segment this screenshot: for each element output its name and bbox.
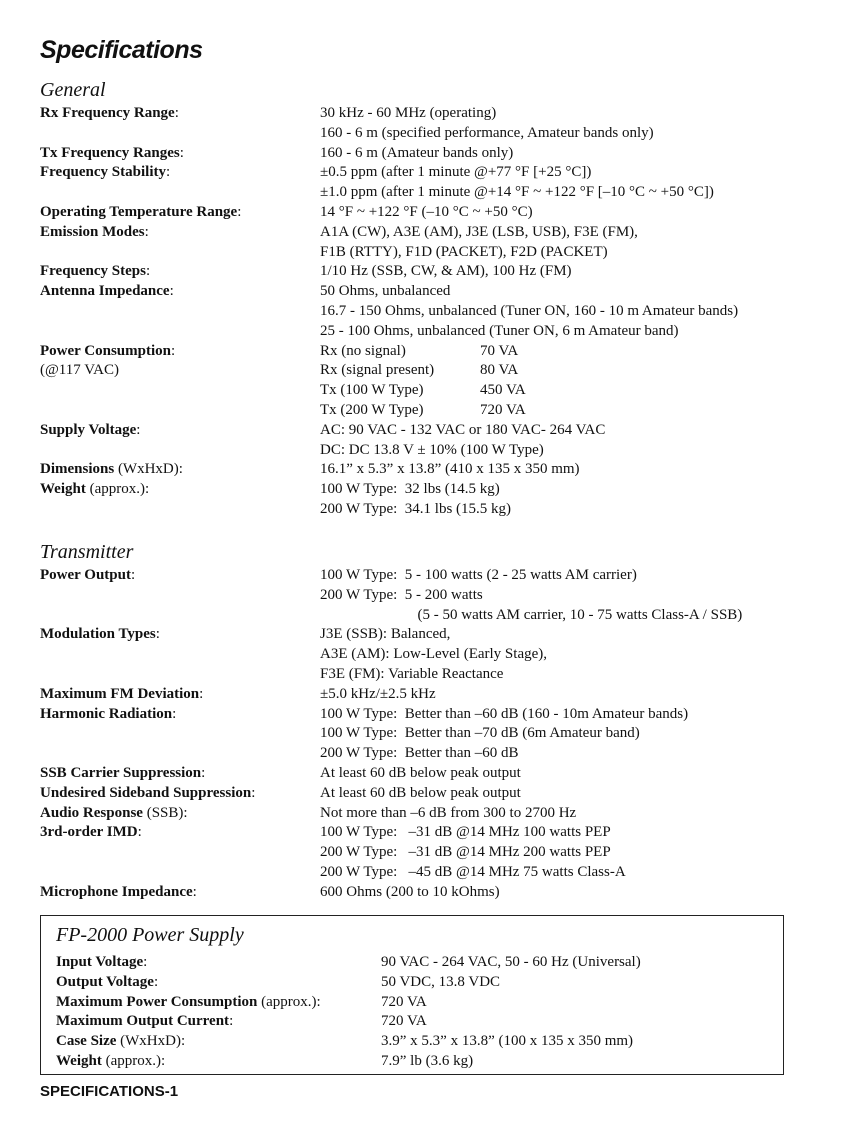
spec-value <box>320 104 840 144</box>
spec-label-name: Harmonic Radiation <box>40 705 173 722</box>
spec-value-line: 16.7 - 150 Ohms, unbalanced (Tuner ON, 160 - 10 m Amateur bands) <box>320 302 739 319</box>
spec-row <box>40 262 840 282</box>
spec-value <box>320 163 840 203</box>
spec-label-suffix: : <box>137 824 142 841</box>
spec-value-line: AC: 90 VAC - 132 VAC or 180 VAC- 264 VAC <box>320 421 606 438</box>
spec-label <box>40 883 320 903</box>
spec-value-line: Not more than –6 dB from 300 to 2700 Hz <box>320 804 577 821</box>
section-heading-general: General <box>40 79 106 101</box>
spec-value-line: ±1.0 ppm (after 1 minute @+14 °F ~ +122 °F [–10 °C ~ +50 °C]) <box>320 184 714 201</box>
spec-label-suffix: : <box>144 223 149 240</box>
spec-value-line: A1A (CW), A3E (AM), J3E (LSB, USB), F3E (FM), <box>320 223 638 240</box>
spec-label-suffix: : <box>145 263 151 280</box>
spec-value-line: 25 - 100 Ohms, unbalanced (Tuner ON, 6 m Amateur band) <box>320 322 679 339</box>
spec-value <box>381 953 776 973</box>
spec-value-line: At least 60 dB below peak output <box>320 784 521 801</box>
power-consumption-line <box>320 381 840 401</box>
spec-label-name: Frequency Steps <box>40 263 146 280</box>
spec-value <box>381 1012 776 1032</box>
spec-label <box>56 993 381 1013</box>
spec-label <box>40 163 320 203</box>
spec-row <box>40 163 840 203</box>
spec-label-suffix: (WxHxD): <box>116 1033 186 1050</box>
spec-row <box>56 993 776 1013</box>
spec-value-line: 160 - 6 m (specified performance, Amateur bands only) <box>320 124 654 141</box>
spec-label-name: Power Output <box>40 567 131 583</box>
spec-label-name: SSB Carrier Suppression <box>40 764 202 781</box>
spec-label-suffix: : <box>155 626 160 643</box>
spec-value-line: DC: DC 13.8 V ± 10% (100 W Type) <box>320 441 544 458</box>
spec-value-line: 100 W Type: Better than –60 dB (160 - 10m Amateur bands) <box>320 705 689 722</box>
spec-row <box>40 144 840 164</box>
general-spec-list <box>40 104 840 520</box>
spec-value <box>320 705 840 764</box>
spec-value-line: 720 VA <box>381 1013 427 1030</box>
spec-value-line: 200 W Type: 5 - 200 watts <box>320 586 483 603</box>
spec-row <box>40 883 840 903</box>
transmitter-rows <box>40 566 840 903</box>
spec-label <box>56 953 381 973</box>
spec-label-name: Dimensions <box>40 461 115 478</box>
spec-value-line: F1B (RTTY), F1D (PACKET), F2D (PACKET) <box>320 243 608 260</box>
spec-label-suffix: : <box>143 954 148 970</box>
spec-label-suffix: : <box>169 283 174 300</box>
spec-label-suffix: : <box>199 685 204 702</box>
section-heading-transmitter: Transmitter <box>40 541 134 563</box>
spec-row <box>40 784 840 804</box>
spec-label <box>40 705 320 764</box>
spec-value-line: 50 VDC, 13.8 VDC <box>381 973 501 990</box>
spec-value <box>320 262 840 282</box>
spec-label-name: Maximum Power Consumption <box>56 993 258 1010</box>
spec-value-line: 160 - 6 m (Amateur bands only) <box>320 144 514 161</box>
spec-value <box>320 144 840 164</box>
spec-label-name: Audio Response <box>40 804 143 821</box>
spec-label-suffix: : <box>153 973 159 990</box>
spec-value-line: ±0.5 ppm (after 1 minute @+77 °F [+25 °C]) <box>320 164 592 181</box>
spec-label <box>40 223 320 263</box>
spec-label-suffix: : <box>201 764 206 781</box>
spec-sublabel: (@117 VAC) <box>40 362 119 379</box>
spec-label-suffix: : <box>237 203 242 220</box>
spec-value-line: 200 W Type: 34.1 lbs (15.5 kg) <box>320 500 512 517</box>
power-mode: Tx (200 W Type) <box>320 401 424 418</box>
spec-row <box>40 823 840 882</box>
spec-label-name: Input Voltage <box>56 954 144 970</box>
spec-row <box>56 1032 776 1052</box>
spec-value <box>381 973 776 993</box>
spec-label-suffix: (approx.): <box>85 481 150 498</box>
spec-value <box>320 784 840 804</box>
spec-value-line: (5 - 50 watts AM carrier, 10 - 75 watts Class-A / SSB) <box>320 606 743 623</box>
spec-label <box>40 421 320 461</box>
spec-label <box>40 480 320 520</box>
spec-label-name: Maximum FM Deviation <box>40 685 200 702</box>
spec-label-suffix: : <box>251 784 256 801</box>
spec-label-suffix: : <box>136 421 141 438</box>
spec-label-name: Case Size <box>56 1033 117 1050</box>
power-consumption-line <box>320 401 840 421</box>
spec-label-name: Weight <box>56 1052 102 1069</box>
spec-value-line: A3E (AM): Low-Level (Early Stage), <box>320 646 548 663</box>
spec-value-line: 14 °F ~ +122 °F (–10 °C ~ +50 °C) <box>320 203 533 220</box>
spec-label-name: Power Consumption <box>40 342 171 359</box>
spec-label <box>40 685 320 705</box>
transmitter-spec-list <box>40 566 840 903</box>
spec-value-line: 16.1” x 5.3” x 13.8” (410 x 135 x 350 mm) <box>320 461 580 478</box>
spec-value-line: 200 W Type: Better than –60 dB <box>320 745 519 762</box>
spec-label <box>56 1012 381 1032</box>
spec-label <box>40 784 320 804</box>
power-value: 80 VA <box>480 362 519 379</box>
spec-label <box>40 203 320 223</box>
spec-label-suffix: : <box>179 144 184 161</box>
spec-row <box>56 953 776 973</box>
spec-row <box>56 973 776 993</box>
spec-value-line: 3.9” x 5.3” x 13.8” (100 x 135 x 350 mm) <box>381 1033 634 1050</box>
power-consumption-line <box>320 342 840 362</box>
spec-label-name: Weight <box>40 481 86 498</box>
power-supply-spec-list <box>56 953 776 1072</box>
spec-label-name: Output Voltage <box>56 973 154 990</box>
spec-value <box>320 342 840 421</box>
spec-label <box>40 566 320 625</box>
section-heading-power-supply: FP-2000 Power Supply <box>56 924 244 946</box>
spec-value-line: J3E (SSB): Balanced, <box>320 626 451 643</box>
spec-row <box>40 460 840 480</box>
spec-label-name: 3rd-order IMD <box>40 824 138 841</box>
spec-value-line: At least 60 dB below peak output <box>320 764 521 781</box>
spec-label <box>40 144 320 164</box>
spec-row <box>40 223 840 263</box>
spec-label-name: Tx Frequency Ranges <box>40 144 180 161</box>
spec-label-name: Undesired Sideband Suppression <box>40 784 252 801</box>
spec-label <box>56 973 381 993</box>
spec-value <box>320 625 840 684</box>
power-supply-rows <box>56 953 776 1072</box>
spec-label-suffix: : <box>174 105 179 121</box>
spec-label <box>40 764 320 784</box>
spec-label <box>40 342 320 421</box>
power-value: 70 VA <box>480 342 519 359</box>
spec-label <box>40 262 320 282</box>
spec-label-name: Frequency Stability <box>40 164 166 181</box>
spec-label-suffix: : <box>172 705 177 722</box>
spec-value <box>320 480 840 520</box>
spec-label-name: Supply Voltage <box>40 421 137 438</box>
spec-value <box>320 685 840 705</box>
spec-label-suffix: : <box>165 164 171 181</box>
spec-value <box>381 1052 776 1072</box>
spec-row <box>40 480 840 520</box>
spec-row-power-consumption <box>40 342 840 421</box>
spec-value-line: 600 Ohms (200 to 10 kOhms) <box>320 883 500 900</box>
spec-label <box>40 282 320 341</box>
spec-value-line: 90 VAC - 264 VAC, 50 - 60 Hz (Universal) <box>381 954 641 970</box>
power-mode: Tx (100 W Type) <box>320 382 424 399</box>
spec-value <box>381 993 776 1013</box>
spec-label-suffix: : <box>130 567 136 583</box>
spec-label <box>40 625 320 684</box>
spec-value-line: F3E (FM): Variable Reactance <box>320 665 504 682</box>
spec-value-line: 100 W Type: Better than –70 dB (6m Amateur band) <box>320 725 640 742</box>
spec-row <box>40 104 840 144</box>
spec-value-line: 720 VA <box>381 993 427 1010</box>
spec-label-name: Modulation Types <box>40 626 156 643</box>
spec-value-line: 100 W Type: 32 lbs (14.5 kg) <box>320 481 500 498</box>
power-consumption-line <box>320 361 840 381</box>
spec-row <box>40 764 840 784</box>
spec-row <box>40 282 840 341</box>
spec-label-suffix: : <box>171 342 176 359</box>
spec-label <box>56 1032 381 1052</box>
spec-value-line: ±5.0 kHz/±2.5 kHz <box>320 685 436 702</box>
spec-label-suffix: (approx.): <box>101 1052 166 1069</box>
spec-label-suffix: : <box>192 883 197 900</box>
spec-row <box>40 804 840 824</box>
spec-row <box>40 625 840 684</box>
spec-label-name: Antenna Impedance <box>40 283 170 300</box>
spec-value <box>320 804 840 824</box>
spec-label-suffix: (SSB): <box>142 804 188 821</box>
spec-label <box>40 804 320 824</box>
spec-value <box>320 203 840 223</box>
spec-value <box>320 460 840 480</box>
spec-label-name: Microphone Impedance <box>40 883 193 900</box>
spec-label-name: Rx Frequency Range <box>40 105 175 121</box>
spec-row <box>40 566 840 625</box>
power-mode: Rx (no signal) <box>320 342 406 359</box>
power-value: 450 VA <box>480 382 526 399</box>
spec-row <box>40 685 840 705</box>
spec-value-line: 7.9” lb (3.6 kg) <box>381 1052 474 1069</box>
spec-value <box>381 1032 776 1052</box>
power-supply-box <box>40 915 784 1075</box>
power-value: 720 VA <box>480 401 526 418</box>
page-title: Specifications <box>40 36 203 64</box>
spec-row <box>40 705 840 764</box>
general-rows <box>40 104 840 342</box>
spec-label <box>56 1052 381 1072</box>
spec-row <box>40 421 840 461</box>
spec-label <box>40 104 320 144</box>
spec-label-name: Operating Temperature Range <box>40 203 238 220</box>
general-rows-2 <box>40 421 840 520</box>
spec-value-line: 100 W Type: –31 dB @14 MHz 100 watts PEP <box>320 824 611 841</box>
spec-value <box>320 883 840 903</box>
spec-value <box>320 823 840 882</box>
spec-row <box>56 1052 776 1072</box>
spec-row <box>56 1012 776 1032</box>
spec-value-line: 50 Ohms, unbalanced <box>320 283 451 300</box>
spec-label-suffix: : <box>229 1013 234 1030</box>
spec-value-line: 200 W Type: –31 dB @14 MHz 200 watts PEP <box>320 844 611 861</box>
spec-value <box>320 764 840 784</box>
spec-value-line: 1/10 Hz (SSB, CW, & AM), 100 Hz (FM) <box>320 263 572 280</box>
spec-value <box>320 421 840 461</box>
spec-label-suffix: (WxHxD): <box>114 461 183 478</box>
spec-row <box>40 203 840 223</box>
page-footer: SPECIFICATIONS-1 <box>40 1083 179 1100</box>
power-mode: Rx (signal present) <box>320 362 435 379</box>
spec-value <box>320 223 840 263</box>
spec-label-suffix: (approx.): <box>257 993 321 1010</box>
spec-value-line: 30 kHz - 60 MHz (operating) <box>320 105 497 121</box>
spec-label-name: Emission Modes <box>40 223 145 240</box>
spec-value-line: 100 W Type: 5 - 100 watts (2 - 25 watts AM carrier) <box>320 567 637 583</box>
spec-label <box>40 460 320 480</box>
spec-label-name: Maximum Output Current <box>56 1013 230 1030</box>
spec-label <box>40 823 320 882</box>
spec-value-line: 200 W Type: –45 dB @14 MHz 75 watts Class-A <box>320 863 626 880</box>
spec-value <box>320 566 840 625</box>
spec-value <box>320 282 840 341</box>
